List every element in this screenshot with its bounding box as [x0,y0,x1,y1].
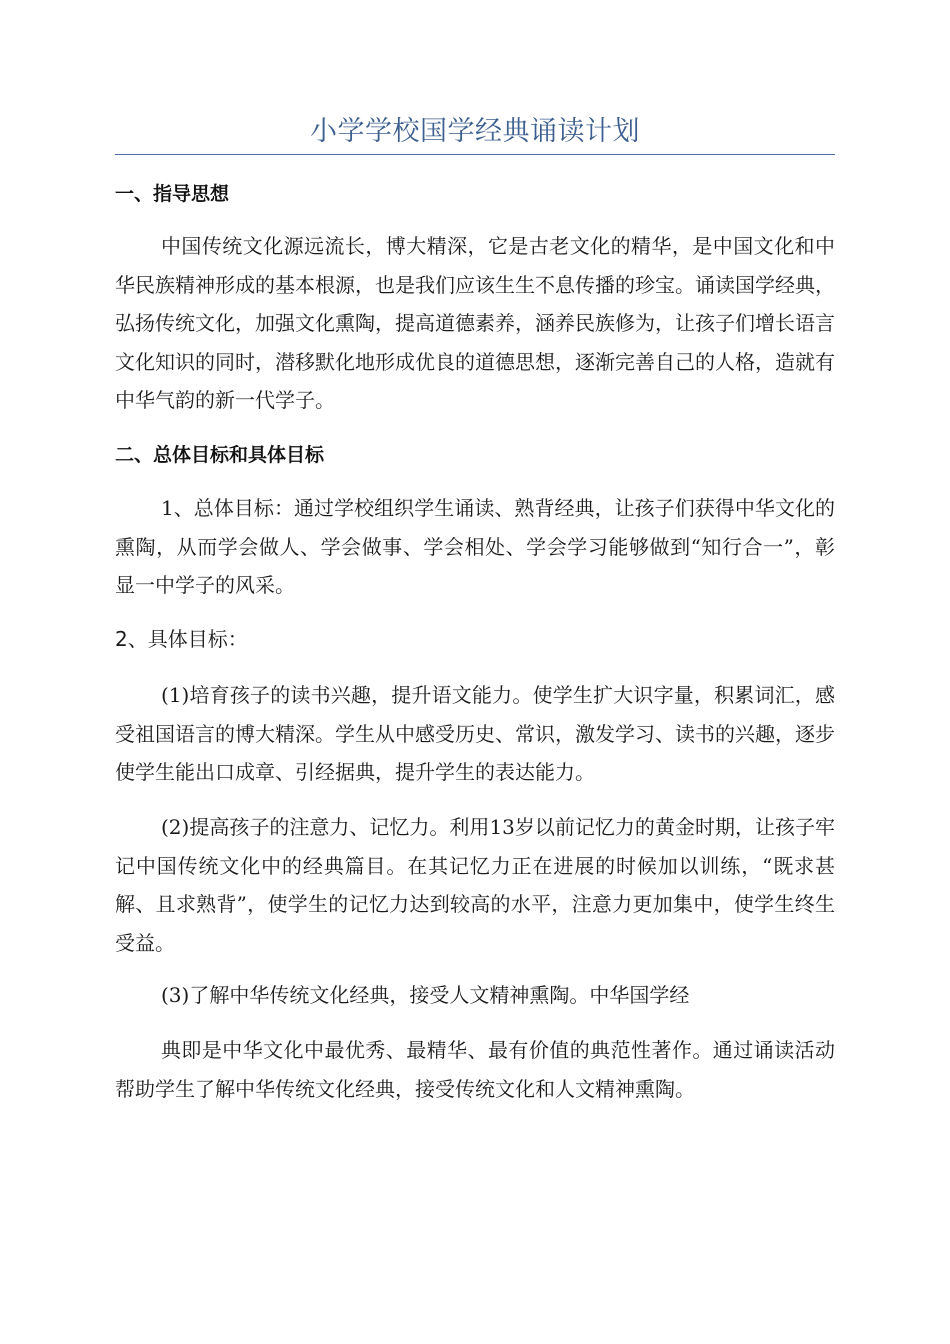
sub-heading-number: 2 [115,627,128,651]
sub-heading-specific-goals [115,624,248,654]
list-item-goal-1: (1)培育孩子的读书兴趣，提升语文能力。使学生扩大识字量，积累词汇，感受祖国语言的博大精深。学生从中感受历史、常识，激发学习、读书的兴趣，逐步使学生能出口成章、引经据典，提升学生的表达能力。 [115,683,835,784]
document-title: 小学学校国学经典诵读计划 [310,116,640,147]
section-heading-guiding-thought: 一、指导思想 [115,183,230,205]
paragraph-overall-goal: 1、总体目标：通过学校组织学生诵读、熟背经典，让孩子们获得中华文化的熏陶，从而学会做人、学会做事、学会相处、学会学习能够做到“知行合一”，彰显一中学子的风采。 [115,496,835,597]
paragraph-guiding-thought: 中国传统文化源远流长，博大精深，它是古老文化的精华，是中国文化和中华民族精神形成的基本根源，也是我们应该生生不息传播的珍宝。诵读国学经典，弘扬传统文化，加强文化熏陶，提高道德素养，涵养民族修为，让孩子们增长语言文化知识的同时，潜移默化地形成优良的道德思想，逐渐完善自己的人格，造就有中华气韵的新一代学子。 [115,234,835,412]
sub-heading-text: 、具体目标： [127,627,248,651]
list-item-goal-3: (3)了解中华传统文化经典，接受人文精神熏陶。中华国学经 [161,983,690,1007]
title-underline [115,154,835,155]
paragraph-goal-3-continued: 典即是中华文化中最优秀、最精华、最有价值的典范性著作。通过诵读活动帮助学生了解中华传统文化经典，接受传统文化和人文精神熏陶。 [115,1038,835,1101]
section-heading-goals: 二、总体目标和具体目标 [115,444,325,466]
list-item-goal-2: (2)提高孩子的注意力、记忆力。利用13岁以前记忆力的黄金时期，让孩子牢记中国传统文化中的经典篇目。在其记忆力正在进展的时候加以训练，“既求甚解、且求熟背”，使学生的记忆力达到较高的水平，注意力更加集中，使学生终生受益。 [115,815,835,955]
